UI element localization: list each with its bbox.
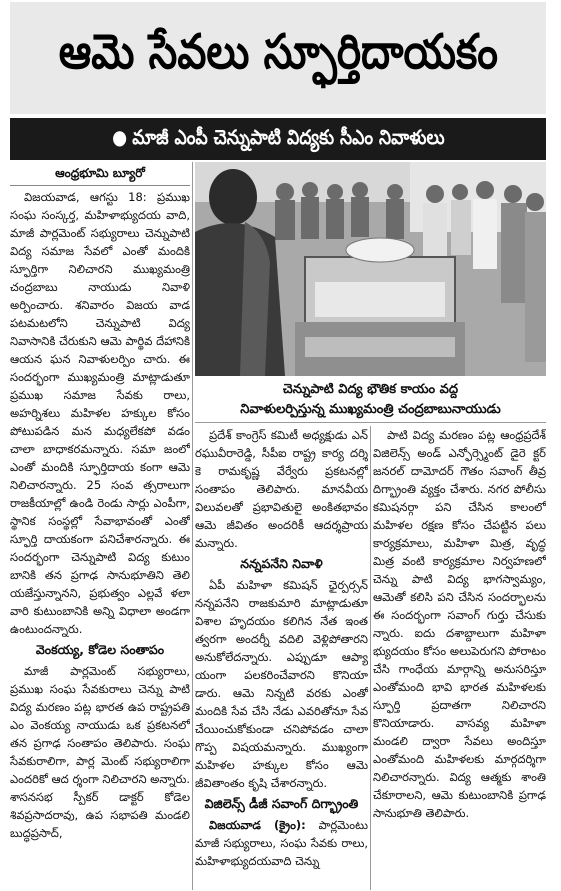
col2-paragraph-2: ఏపీ మహిళా కమిషన్ ఛైర్పర్సన్ నన్నపనేని రాజకుమారి మాట్లాడుతూ విశాల హృదయం కలిగిన నేత ఇంత త్వరగా అందర్నీ వదిలి వెళ్లిపోతారని అనుకోలేదన్నారు. ఎప్పుడూ ఆప్యా యంగా పలకరించేవారని కొనియా డారు. ఆమె నిన్నటి వరకు ఎంతో మందికి సేవ చేసి నేడు ఎవరితోనూ సేవ చేయించుకోకుండా చనిపోవడం చాలా గొప్ప విషయమన్నారు. ముఖ్యంగా మహిళల హక్కుల కోసం ఆమె జీవితాంతం కృషి చేశారన్నారు. bbox=[195, 578, 368, 790]
col2-subheading: నన్నపనేని నివాళి bbox=[240, 556, 323, 571]
col2-paragraph-3: పార్లమెంటు మాజీ సభ్యురాలు, సంఘ సేవకు రాలు, మహిళాభ్యుదయవాది చెన్ను bbox=[195, 818, 368, 868]
col3-paragraph-1: పాటి విద్య మరణం పట్ల ఆంధ్రప్రదేశ్ విజిలెన్స్ అండ్ ఎన్ఫోర్స్మెంట్ డైరె క్టర్ జనరల్ దామోదర్ గౌతం సవాంగ్ తీవ్ర దిగ్భ్రాంతి వ్యక్తం చేశారు. నగర పోలీసు కమిషనర్గా పని చేసిన కాలంలో మహిళల రక్షణ కోసం చేపట్టిన పలు కార్యక్రమాలు, మహిళా మిత్ర, వృద్ధ మిత్ర వంటి కార్యక్రమాల నిర్వహణలో చెన్ను పాటి విద్య భాగస్వామ్యం, ఆమెతో కలిసి పని చేసిన సందర్భాలను ఈ సందర్భంగా సవాంగ్ గుర్తు చేసుకు న్నారు. ఐదు దశాబ్దాలుగా మహిళా భ్యుదయం కోసం అలుపెరుగని పోరాటం చేసి గాంధేయ మార్గాన్ని అనుసరిస్తూ ఎంతోమంది భావి భారత మహిళలకు స్ఫూర్తి ప్రదాతగా నిలిచారని కొనియాడారు. వాసవ్య మహిళా మండలి ద్వారా సేవలు అందిస్తూ ఎంతోమంది మహిళలకు మార్గదర్శిగా నిలిచారన్నారు. విద్య ఆత్మకు శాంతి చేకూరాలని, ఆమె కుటుంబానికి ప్రగాఢ సానుభూతి తెలిపారు. bbox=[373, 428, 546, 820]
column-divider bbox=[370, 426, 371, 890]
photo-caption-line-1: చెన్నుపాటి విద్య భౌతిక కాయం వద్ద bbox=[282, 381, 459, 397]
column-divider bbox=[192, 162, 193, 890]
col2-paragraph-1: ప్రదేశ్ కాంగ్రెస్ కమిటీ అధ్యక్షుడు ఎన్ రఘువీరారెడ్డి, సీపీఐ రాష్ట్ర కార్య దర్శి కె రామకృష్ణ వేర్వేరు ప్రకటనల్లో సంతాపం తెలిపారు. మానవీయ విలువలతో ప్రభావితులై అంకితభావం ఆమె జీవితం అందరికీ ఆదర్శప్రాయ మన్నారు. bbox=[195, 428, 368, 550]
article-column-1 bbox=[10, 162, 190, 890]
col1-paragraph-2: మాజీ పార్లమెంట్ సభ్యురాలు, ప్రముఖ సంఘ సేవకురాలు చెన్ను పాటి విద్య మరణం పట్ల భారత ఉప రాష్ట్రపతి ఎం వెంకయ్య నాయుడు ఒక ప్రకటనలో తన ప్రగాఢ సంతాపం తెలిపారు. సంఘ సేవకురాలిగా, పార్ల మెంట్ సభ్యురాలిగా ఎందరికో ఆద ర్శంగా నిలిచారని అన్నారు. శాసనసభ స్పీకర్ డాక్టర్ కోడెల శివప్రసాదరావు, ఉప సభాపతి మండలి బుద్ధప్రసాద్, bbox=[10, 664, 190, 840]
subheadline-bar bbox=[10, 118, 546, 160]
col1-subheading: వెంకయ్య, కోడెల సంతాపం bbox=[35, 642, 165, 657]
col2-subheading-2: విజిలెన్స్ డీజీ సవాంగ్ దిగ్భ్రాంతి bbox=[204, 796, 359, 811]
photo-illustration bbox=[195, 162, 546, 376]
news-photo bbox=[195, 162, 546, 376]
subheadline-wrap bbox=[112, 125, 445, 154]
article-column-3 bbox=[373, 426, 546, 890]
photo-caption-line-2: నివాళులర్పిస్తున్న ముఖ్యమంత్రి చంద్రబాబునాయుడు bbox=[240, 401, 501, 417]
byline: ఆంధ్రభూమి బ్యూరో bbox=[10, 162, 190, 186]
headline: ఆమె సేవలు స్ఫూర్తిదాయకం bbox=[58, 24, 498, 80]
dateline: విజయవాడ (క్రైం): bbox=[209, 818, 306, 832]
bullet-icon: ● bbox=[111, 124, 127, 149]
article-column-2 bbox=[195, 426, 368, 890]
col1-paragraph-1: విజయవాడ, ఆగస్టు 18: ప్రముఖ సంఘ సంస్కర్త, మహిళాభ్యుదయ వాది, మాజీ పార్లమెంట్ సభ్యురాలు చెన్నుపాటి విద్య సమాజ సేవలో ఎంతో మందికి స్ఫూర్తిగా నిలిచారని ముఖ్యమంత్రి చంద్రబాబు నాయుడు నివాళి అర్పించారు. శనివారం విజయ వాడ పటమటలోని చెన్నుపాటి విద్య నివాసానికి చేరుకుని ఆమె పార్థివ దేహానికి ఆయన ఘన నివాళులర్పిం చారు. ఈ సందర్భంగా ముఖ్యమంత్రి మాట్లాడుతూ ప్రముఖ సమాజ సేవకు రాలు, అహర్నిశలు మహిళల హక్కుల కోసం పోటుపడిన మన మధ్యలేకపో వడం చాలా బాధాకరమన్నారు. సమా జంలో ఎంతో మందికి స్ఫూర్తిదాయ కంగా ఆమె నిలిచారన్నారు. 25 సంవ త్సరాలుగా రాజకీయాల్లో ఉండి రెండు సార్లు ఎంపీగా, స్థానిక సంస్థల్లో సేవాభావంతో ఎంతో స్ఫూర్తి దాయకంగా పనిచేశారన్నారు. ఈ సందర్భంగా చెన్నుపాటి విద్య కుటుం బానికి తన ప్రగాఢ సానుభూతిని తెలి యజేస్తున్నానని, ప్రభుత్వం ఎల్లవే ళలా వారి కుటుంబానికి అన్ని విధాలా అండగా ఉంటుందన్నారు. bbox=[10, 190, 190, 636]
headline-banner bbox=[10, 2, 546, 114]
photo-caption bbox=[195, 377, 546, 423]
subheadline: మాజీ ఎంపీ చెన్నుపాటి విద్యకు సీఎం నివాళులు bbox=[131, 124, 445, 149]
